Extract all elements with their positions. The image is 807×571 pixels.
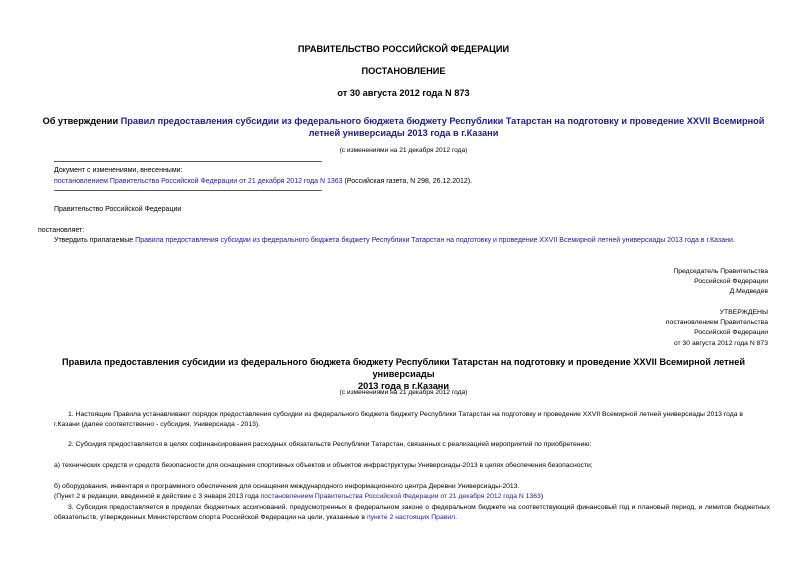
document-title (0, 115, 807, 139)
rule-paragraph-3 (54, 503, 770, 524)
p3-link[interactable]: пункте 2 настоящих Правил (366, 514, 456, 522)
divider-top (54, 161, 322, 162)
approve-prefix: Утвердить прилагаемые (54, 237, 136, 244)
changes-note: (с изменениями на 21 декабря 2012 года) (339, 147, 468, 154)
amendments-link[interactable]: постановлением Правительства Российской Федерации от 21 декабря 2012 года N 1363 (54, 177, 343, 185)
rule-paragraph-2b: б) оборудования, инвентаря и программного обеспечения для оснащения международного информационного центра Деревни Универсиады-2013. (54, 483, 520, 490)
p3-suffix: . (455, 514, 458, 522)
rules-title-line2: 2013 года в г.Казани (357, 381, 450, 391)
title-link-line2[interactable]: летней универсиады 2013 года в г.Казани (308, 128, 499, 138)
title-prefix: Об утверждении (42, 116, 121, 126)
rule-paragraph-2a: а) технических средств и средств безопасности для оснащения спортивных объектов и объектов инфраструктуры Универсиады-2013 в целях обеспечения безопасности; (54, 462, 593, 469)
signature-line3: Д.Медведев (729, 288, 768, 296)
document-type: ПОСТАНОВЛЕНИЕ (361, 66, 446, 76)
amendments-label: Документ с изменениями, внесенными: (54, 167, 183, 174)
rule-paragraph-2-note (54, 492, 770, 502)
approve-suffix: . (732, 237, 735, 244)
rules-changes-note: (с изменениями на 21 декабря 2012 года) (339, 389, 468, 396)
approve-paragraph (54, 236, 774, 247)
note-prefix: (Пункт 2 в редакции, введенной в действие с 3 января 2013 года (54, 493, 261, 500)
approved-line1: УТВЕРЖДЕНЫ (719, 309, 768, 316)
approved-line3: Российской Федерации (694, 329, 768, 337)
signature-line1: Председатель Правительства (673, 268, 768, 275)
approved-block (600, 308, 768, 349)
amendments-line (54, 177, 770, 188)
note-link[interactable]: постановлением Правительства Российской Федерации от 21 декабря 2012 года N 1363 (260, 493, 541, 500)
decree-word: постановляет: (38, 227, 85, 234)
p3-prefix: 3. Субсидия предоставляется в пределах бюджетных ассигнований, предусмотренных в федеральном законе о федеральном бюджете на соответствующий финансовый год и плановый период, и лимитов бюджетных обязательств, утвержденных Министерством спорта Российской Федерации на цели, указанные в (54, 504, 770, 522)
approved-line4: от 30 августа 2012 года N 873 (673, 339, 768, 347)
title-link[interactable]: Правил предоставления субсидии из федерального бюджета бюджету Республики Татарстан на подготовку и проведение XXVII Всемирной (120, 116, 765, 126)
signature-block (600, 267, 768, 298)
rules-title (40, 356, 767, 392)
amendments-block (54, 166, 770, 187)
rule-paragraph-1: 1. Настоящие Правила устанавливают порядок предоставления субсидии из федерального бюджета бюджету Республики Татарстан на подготовку и проведение XXVII Всемирной летней универсиады 2013 года в г.Казани (далее соответственно - субсидия, Универсиада - 2013). (54, 411, 744, 429)
signature-line2: Российской Федерации (694, 278, 768, 286)
rule-paragraph-2: 2. Субсидия предоставляется в целях софинансирования расходных обязательств Республики Татарстан, связанных с реализацией мероприятий по приобретению: (68, 441, 592, 448)
divider-bottom (54, 190, 322, 191)
rules-title-line1: Правила предоставления субсидии из федерального бюджета бюджету Республики Татарстан на подготовку и проведение XXVII Всемирной летней универсиады (62, 357, 745, 379)
amendments-source: (Российская газета, N 298, 26.12.2012). (342, 177, 473, 185)
government-name: ПРАВИТЕЛЬСТВО РОССИЙСКОЙ ФЕДЕРАЦИИ (297, 44, 510, 54)
note-suffix: ) (540, 493, 544, 500)
issuer: Правительство Российской Федерации (54, 206, 182, 213)
approve-link[interactable]: Правила предоставления субсидии из федерального бюджета бюджету Республики Татарстан на подготовку и проведение XXVII Всемирной летней универсиады 2013 года в г.Казани (135, 237, 733, 244)
document-date-number: от 30 августа 2012 года N 873 (337, 88, 470, 98)
approved-line2: постановлением Правительства (665, 319, 768, 327)
